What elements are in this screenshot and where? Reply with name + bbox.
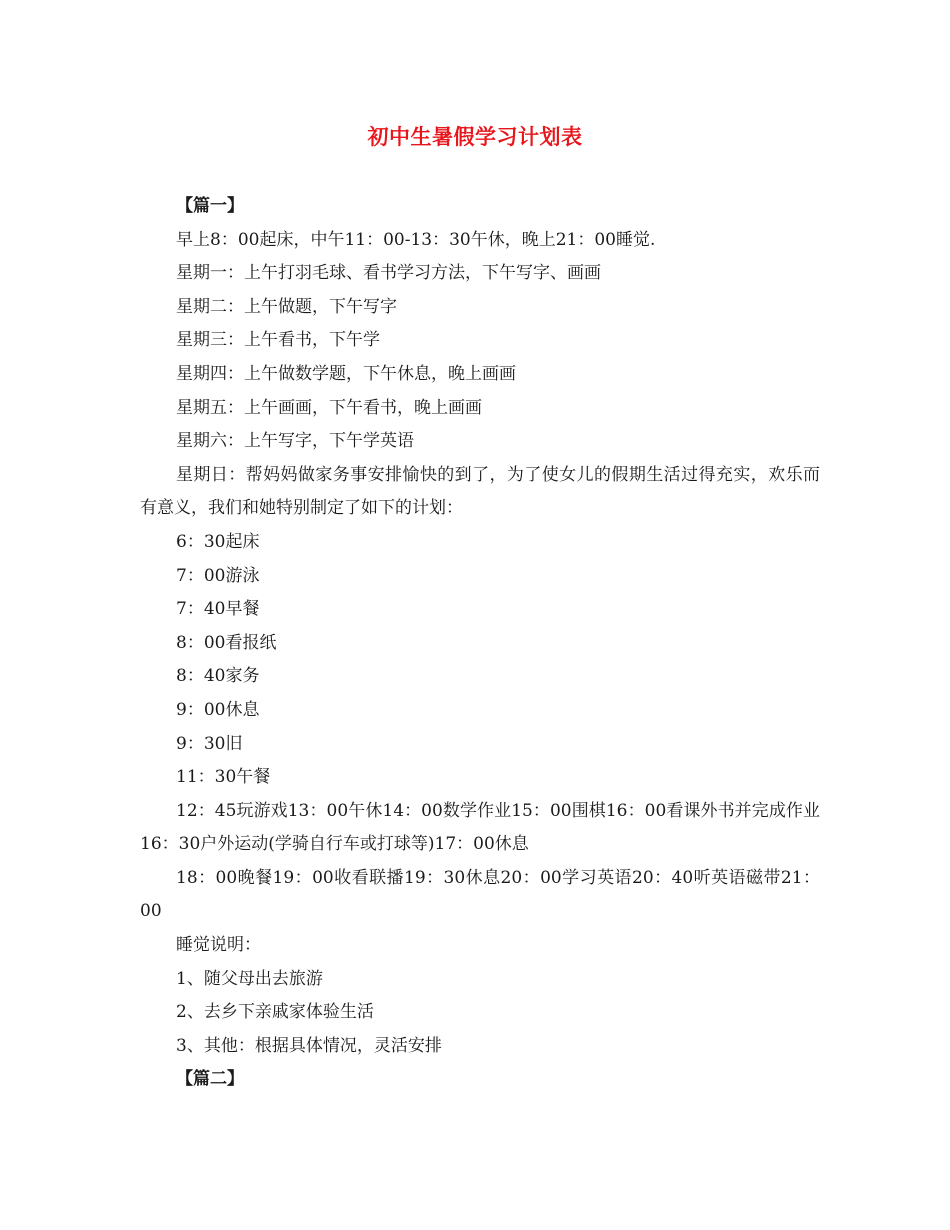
weekday-plan-saturday: 星期六：上午写字，下午学英语 (176, 431, 414, 452)
weekday-plan-friday: 星期五：上午画画，下午看书，晚上画画 (176, 397, 482, 418)
note-item: 1、随父母出去旅游 (176, 968, 323, 989)
weekday-plan-tuesday: 星期二：上午做题，下午写字 (176, 296, 397, 317)
note-item: 3、其他：根据具体情况，灵活安排 (176, 1035, 442, 1056)
section-heading-2: 【篇二】 (176, 1069, 244, 1090)
schedule-item: 8：00看报纸 (176, 632, 277, 653)
weekday-plan-monday: 星期一：上午打羽毛球、看书学习方法，下午写字、画画 (176, 263, 601, 284)
schedule-item: 9：00休息 (176, 699, 260, 720)
note-item: 2、去乡下亲戚家体验生活 (176, 1002, 374, 1023)
sunday-paragraph: 星期日：帮妈妈做家务事安排愉快的到了，为了使女儿的假期生活过得充实，欢乐而有意义，我们和她特别制定了如下的计划： (140, 464, 820, 519)
schedule-item: 7：00游泳 (176, 565, 260, 586)
schedule-item: 8：40家务 (176, 666, 260, 687)
schedule-item: 11：30午餐 (176, 767, 271, 788)
schedule-item: 9：30旧 (176, 733, 243, 754)
schedule-item: 6：30起床 (176, 531, 260, 552)
section-heading-1: 【篇一】 (176, 196, 244, 216)
weekday-plan-thursday: 星期四：上午做数学题，下午休息，晚上画画 (176, 363, 516, 384)
sleep-note-heading: 睡觉说明： (176, 935, 261, 956)
afternoon-schedule-paragraph: 12：45玩游戏13：00午休14：00数学作业15：00围棋16：00看课外书并完成作业16：30户外运动(学骑自行车或打球等)17：00休息 (140, 800, 820, 855)
document-title: 初中生暑假学习计划表 (367, 124, 583, 149)
schedule-item: 7：40早餐 (176, 599, 260, 620)
weekday-plan-wednesday: 星期三：上午看书，下午学 (176, 330, 380, 351)
evening-schedule-paragraph: 18：00晚餐19：00收看联播19：30休息20：00学习英语20：40听英语磁带21：00 (140, 867, 820, 922)
schedule-line: 早上8：00起床，中午11：00-13：30午休，晚上21：00睡觉. (176, 229, 656, 250)
document-body (140, 190, 820, 1097)
